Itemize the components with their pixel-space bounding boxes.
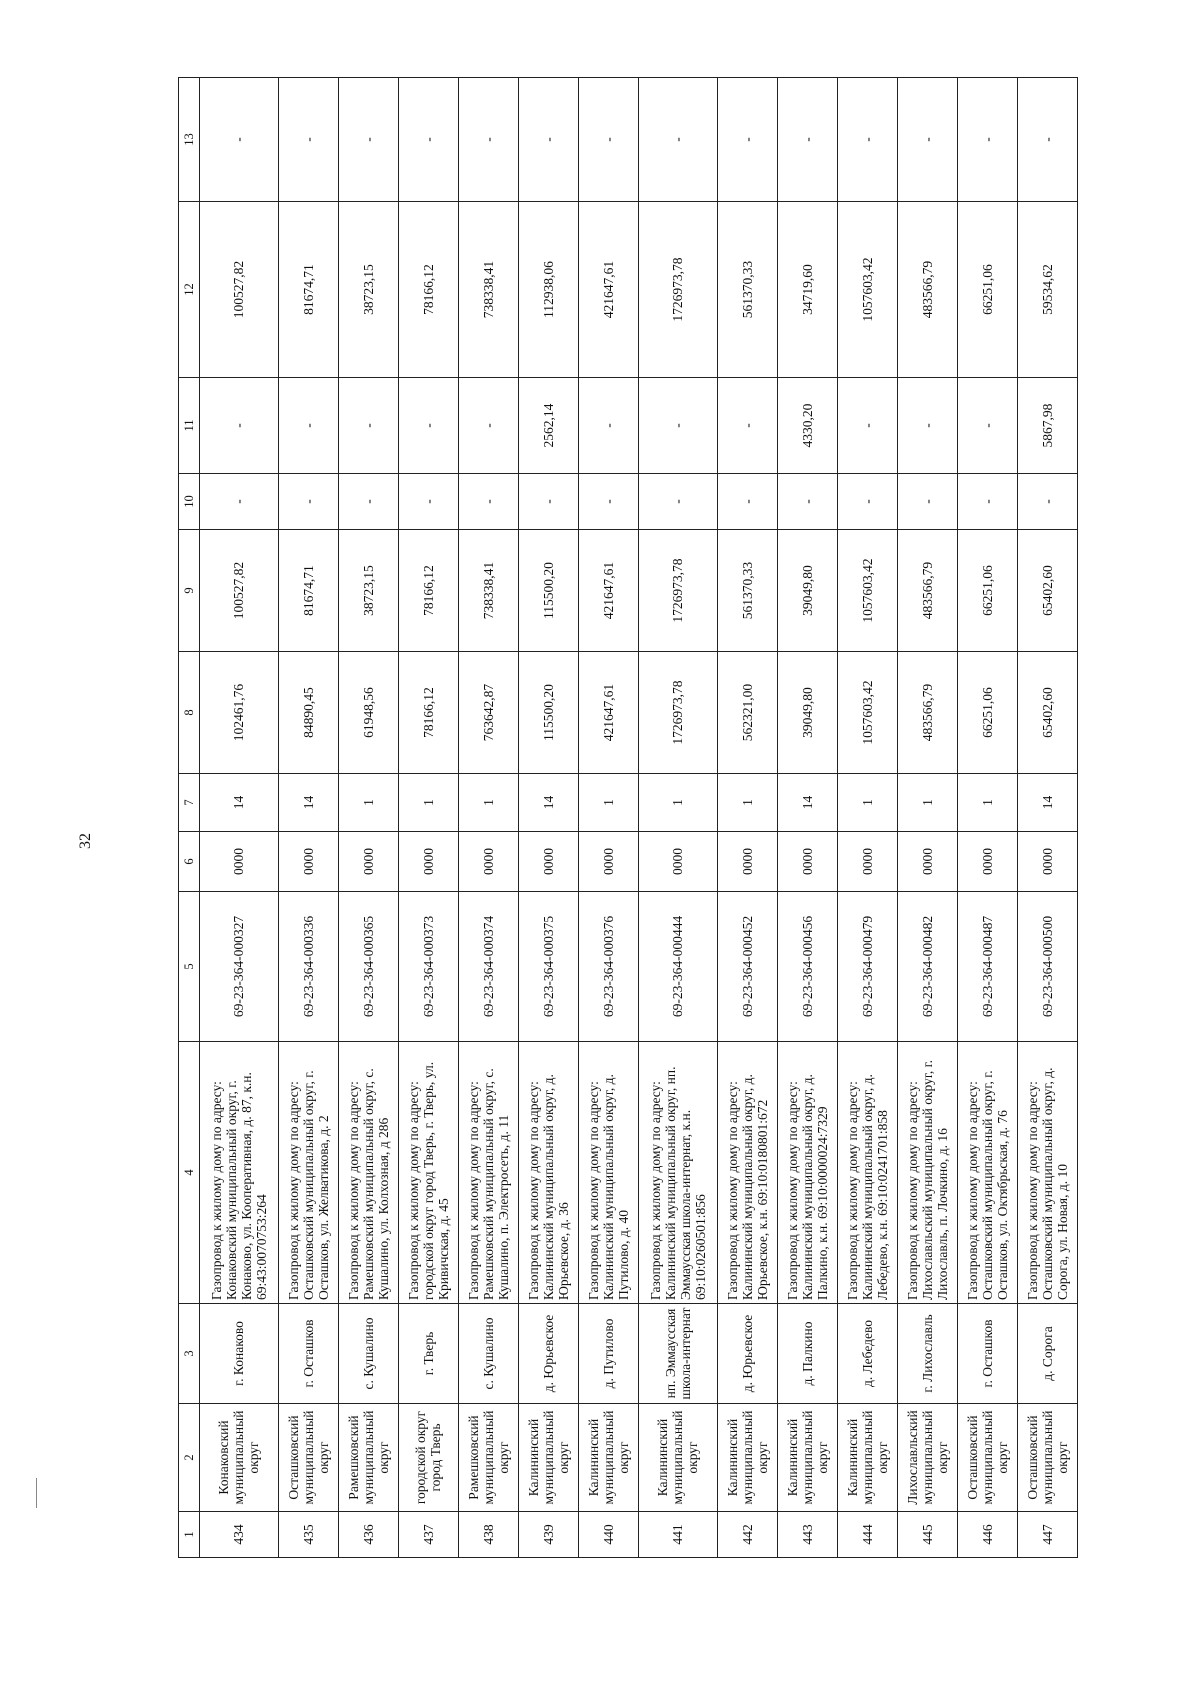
- locality-cell: г. Тверь: [398, 1304, 458, 1404]
- locality-cell: д. Палкино: [777, 1304, 837, 1404]
- table-row: [518, 78, 578, 1558]
- col13-cell: -: [638, 78, 717, 202]
- col11-cell: -: [578, 378, 638, 474]
- group-cell: 14: [518, 774, 578, 832]
- locality-cell: г. Осташков: [957, 1304, 1017, 1404]
- registry-number-cell: 69-23-364-000336: [278, 892, 338, 1042]
- amount-cell: 81674,71: [278, 202, 338, 378]
- group-cell: 14: [278, 774, 338, 832]
- district-cell: Калининский муниципальный округ: [518, 1404, 578, 1512]
- cost-cell: 78166,12: [398, 652, 458, 774]
- col11-cell: -: [638, 378, 717, 474]
- group-cell: 14: [1017, 774, 1077, 832]
- object-name-cell: Газопровод к жилому дому по адресу: Лихославльский муниципальный округ, г. Лихославль, п. Лочкино, д. 16: [897, 1042, 957, 1304]
- column-header-11: 11: [179, 378, 200, 474]
- code-cell: 0000: [518, 832, 578, 892]
- cost-cell: 61948,56: [338, 652, 398, 774]
- col13-cell: -: [837, 78, 897, 202]
- district-cell: Конаковский муниципальный округ: [200, 1404, 279, 1512]
- row-number-cell: 445: [897, 1512, 957, 1558]
- value-cell: 1057603,42: [837, 530, 897, 652]
- table-row: [458, 78, 518, 1558]
- column-header-2: 2: [179, 1404, 200, 1512]
- col13-cell: -: [578, 78, 638, 202]
- column-header-3: 3: [179, 1304, 200, 1404]
- col11-cell: -: [278, 378, 338, 474]
- amount-cell: 66251,06: [957, 202, 1017, 378]
- col11-cell: -: [897, 378, 957, 474]
- column-header-12: 12: [179, 202, 200, 378]
- table-row: [398, 78, 458, 1558]
- code-cell: 0000: [1017, 832, 1077, 892]
- district-cell: Калининский муниципальный округ: [578, 1404, 638, 1512]
- amount-cell: 421647,61: [578, 202, 638, 378]
- margin-mark: [36, 1478, 37, 1508]
- col11-cell: -: [338, 378, 398, 474]
- code-cell: 0000: [638, 832, 717, 892]
- column-header-5: 5: [179, 892, 200, 1042]
- table-row: [957, 78, 1017, 1558]
- group-cell: 14: [200, 774, 279, 832]
- district-cell: Осташковский муниципальный округ: [1017, 1404, 1077, 1512]
- object-name-cell: Газопровод к жилому дому по адресу: Рамешковский муниципальный округ, с. Кушалино, п. Электросеть, д. 11: [458, 1042, 518, 1304]
- col10-cell: -: [717, 474, 777, 530]
- object-name-cell: Газопровод к жилому дому по адресу: Конаковский муниципальный округ, г. Конаково, ул. Кооперативная, д. 87, к.н. 69:43:0070753:264: [200, 1042, 279, 1304]
- col13-cell: -: [200, 78, 279, 202]
- amount-cell: 38723,15: [338, 202, 398, 378]
- cost-cell: 66251,06: [957, 652, 1017, 774]
- amount-cell: 483566,79: [897, 202, 957, 378]
- object-name-cell: Газопровод к жилому дому по адресу: Рамешковский муниципальный округ, с. Кушалино, ул. Колхозная, д 286: [338, 1042, 398, 1304]
- code-cell: 0000: [338, 832, 398, 892]
- cost-cell: 102461,76: [200, 652, 279, 774]
- row-number-cell: 434: [200, 1512, 279, 1558]
- table-row: [338, 78, 398, 1558]
- col11-cell: -: [458, 378, 518, 474]
- district-cell: Калининский муниципальный округ: [777, 1404, 837, 1512]
- group-cell: 1: [638, 774, 717, 832]
- col10-cell: -: [638, 474, 717, 530]
- col10-cell: -: [338, 474, 398, 530]
- col13-cell: -: [777, 78, 837, 202]
- object-name-cell: Газопровод к жилому дому по адресу: Калининский муниципальный округ, нп. Эммаусская школа-интернат, к.н. 69:10:0260501:856: [638, 1042, 717, 1304]
- registry-number-cell: 69-23-364-000482: [897, 892, 957, 1042]
- row-number-cell: 436: [338, 1512, 398, 1558]
- registry-number-cell: 69-23-364-000452: [717, 892, 777, 1042]
- column-header-7: 7: [179, 774, 200, 832]
- col11-cell: -: [717, 378, 777, 474]
- group-cell: 14: [777, 774, 837, 832]
- column-header-8: 8: [179, 652, 200, 774]
- col10-cell: -: [398, 474, 458, 530]
- col13-cell: -: [957, 78, 1017, 202]
- amount-cell: 738338,41: [458, 202, 518, 378]
- object-name-cell: Газопровод к жилому дому по адресу: городской округ город Тверь, г. Тверь, ул. Кривичская, д. 45: [398, 1042, 458, 1304]
- code-cell: 0000: [897, 832, 957, 892]
- col11-cell: -: [398, 378, 458, 474]
- locality-cell: г. Лихославль: [897, 1304, 957, 1404]
- col13-cell: -: [338, 78, 398, 202]
- table-row: [777, 78, 837, 1558]
- cost-cell: 84890,45: [278, 652, 338, 774]
- registry-number-cell: 69-23-364-000373: [398, 892, 458, 1042]
- col10-cell: -: [777, 474, 837, 530]
- registry-number-cell: 69-23-364-000375: [518, 892, 578, 1042]
- code-cell: 0000: [777, 832, 837, 892]
- locality-cell: д. Лебедево: [837, 1304, 897, 1404]
- cost-cell: 39049,80: [777, 652, 837, 774]
- group-cell: 1: [957, 774, 1017, 832]
- value-cell: 65402,60: [1017, 530, 1077, 652]
- locality-cell: нп. Эммаусская школа-интернат: [638, 1304, 717, 1404]
- cost-cell: 115500,20: [518, 652, 578, 774]
- value-cell: 738338,41: [458, 530, 518, 652]
- locality-cell: д. Юрьевское: [518, 1304, 578, 1404]
- column-header-13: 13: [179, 78, 200, 202]
- row-number-cell: 439: [518, 1512, 578, 1558]
- object-name-cell: Газопровод к жилому дому по адресу: Калининский муниципальный округ, д. Лебедево, к.н. 69:10:0241701:858: [837, 1042, 897, 1304]
- registry-number-cell: 69-23-364-000479: [837, 892, 897, 1042]
- district-cell: городской округ город Тверь: [398, 1404, 458, 1512]
- col10-cell: -: [1017, 474, 1077, 530]
- col10-cell: -: [518, 474, 578, 530]
- col11-cell: -: [837, 378, 897, 474]
- value-cell: 66251,06: [957, 530, 1017, 652]
- col13-cell: -: [1017, 78, 1077, 202]
- col10-cell: -: [200, 474, 279, 530]
- code-cell: 0000: [200, 832, 279, 892]
- amount-cell: 78166,12: [398, 202, 458, 378]
- col10-cell: -: [957, 474, 1017, 530]
- group-cell: 1: [398, 774, 458, 832]
- value-cell: 115500,20: [518, 530, 578, 652]
- value-cell: 561370,33: [717, 530, 777, 652]
- code-cell: 0000: [398, 832, 458, 892]
- amount-cell: 1057603,42: [837, 202, 897, 378]
- object-name-cell: Газопровод к жилому дому по адресу: Калининский муниципальный округ, д. Юрьевское, д. 36: [518, 1042, 578, 1304]
- district-cell: Рамешковский муниципальный округ: [458, 1404, 518, 1512]
- table-row: [200, 78, 279, 1558]
- col13-cell: -: [398, 78, 458, 202]
- value-cell: 100527,82: [200, 530, 279, 652]
- table-row: [578, 78, 638, 1558]
- group-cell: 1: [338, 774, 398, 832]
- amount-cell: 100527,82: [200, 202, 279, 378]
- table-row: [717, 78, 777, 1558]
- page-number: 32: [77, 833, 94, 849]
- registry-number-cell: 69-23-364-000487: [957, 892, 1017, 1042]
- district-cell: Осташковский муниципальный округ: [957, 1404, 1017, 1512]
- object-name-cell: Газопровод к жилому дому по адресу: Калининский муниципальный округ, д. Палкино, к.н. 69:10:0000024:7329: [777, 1042, 837, 1304]
- column-header-6: 6: [179, 832, 200, 892]
- col13-cell: -: [717, 78, 777, 202]
- col13-cell: -: [278, 78, 338, 202]
- col13-cell: -: [897, 78, 957, 202]
- value-cell: 1726973,78: [638, 530, 717, 652]
- row-number-cell: 442: [717, 1512, 777, 1558]
- amount-cell: 561370,33: [717, 202, 777, 378]
- code-cell: 0000: [278, 832, 338, 892]
- object-name-cell: Газопровод к жилому дому по адресу: Калининский муниципальный округ, д. Юрьевское, к.н. 69:10:0180801:672: [717, 1042, 777, 1304]
- table-row: [1017, 78, 1077, 1558]
- registry-table: [178, 77, 1078, 1558]
- row-number-cell: 438: [458, 1512, 518, 1558]
- table-row: [278, 78, 338, 1558]
- table-row: [897, 78, 957, 1558]
- code-cell: 0000: [717, 832, 777, 892]
- locality-cell: г. Конаково: [200, 1304, 279, 1404]
- col13-cell: -: [518, 78, 578, 202]
- cost-cell: 421647,61: [578, 652, 638, 774]
- rotated-table-container: [178, 78, 1078, 1558]
- object-name-cell: Газопровод к жилому дому по адресу: Осташковский муниципальный округ, г. Осташков, ул. Октябрьская, д. 76: [957, 1042, 1017, 1304]
- amount-cell: 59534,62: [1017, 202, 1077, 378]
- object-name-cell: Газопровод к жилому дому по адресу: Калининский муниципальный округ, д. Путилово, д. 40: [578, 1042, 638, 1304]
- registry-number-cell: 69-23-364-000376: [578, 892, 638, 1042]
- col13-cell: -: [458, 78, 518, 202]
- col11-cell: 5867,98: [1017, 378, 1077, 474]
- locality-cell: д. Сорога: [1017, 1304, 1077, 1404]
- col11-cell: -: [200, 378, 279, 474]
- locality-cell: г. Осташков: [278, 1304, 338, 1404]
- col10-cell: -: [897, 474, 957, 530]
- district-cell: Осташковский муниципальный округ: [278, 1404, 338, 1512]
- group-cell: 1: [458, 774, 518, 832]
- row-number-cell: 443: [777, 1512, 837, 1558]
- locality-cell: д. Путилово: [578, 1304, 638, 1404]
- row-number-cell: 437: [398, 1512, 458, 1558]
- district-cell: Калининский муниципальный округ: [837, 1404, 897, 1512]
- col11-cell: -: [957, 378, 1017, 474]
- value-cell: 38723,15: [338, 530, 398, 652]
- registry-number-cell: 69-23-364-000500: [1017, 892, 1077, 1042]
- cost-cell: 65402,60: [1017, 652, 1077, 774]
- group-cell: 1: [578, 774, 638, 832]
- col11-cell: 4330,20: [777, 378, 837, 474]
- code-cell: 0000: [578, 832, 638, 892]
- table-row: [837, 78, 897, 1558]
- cost-cell: 1726973,78: [638, 652, 717, 774]
- district-cell: Калининский муниципальный округ: [638, 1404, 717, 1512]
- object-name-cell: Газопровод к жилому дому по адресу: Осташковский муниципальный округ, г. Осташков, ул. Желватикова, д. 2: [278, 1042, 338, 1304]
- col10-cell: -: [578, 474, 638, 530]
- code-cell: 0000: [957, 832, 1017, 892]
- row-number-cell: 444: [837, 1512, 897, 1558]
- column-header-10: 10: [179, 474, 200, 530]
- group-cell: 1: [897, 774, 957, 832]
- district-cell: Калининский муниципальный округ: [717, 1404, 777, 1512]
- value-cell: 78166,12: [398, 530, 458, 652]
- table-body: [200, 78, 1078, 1558]
- registry-number-cell: 69-23-364-000456: [777, 892, 837, 1042]
- row-number-cell: 440: [578, 1512, 638, 1558]
- registry-number-cell: 69-23-364-000374: [458, 892, 518, 1042]
- cost-cell: 1057603,42: [837, 652, 897, 774]
- locality-cell: с. Кушалино: [338, 1304, 398, 1404]
- code-cell: 0000: [837, 832, 897, 892]
- amount-cell: 1726973,78: [638, 202, 717, 378]
- cost-cell: 763642,87: [458, 652, 518, 774]
- row-number-cell: 447: [1017, 1512, 1077, 1558]
- col10-cell: -: [837, 474, 897, 530]
- district-cell: Рамешковский муниципальный округ: [338, 1404, 398, 1512]
- table-row: [638, 78, 717, 1558]
- district-cell: Лихославльский муниципальный округ: [897, 1404, 957, 1512]
- registry-number-cell: 69-23-364-000444: [638, 892, 717, 1042]
- object-name-cell: Газопровод к жилому дому по адресу: Осташковский муниципальный округ, д. Сорога, ул. Новая, д. 10: [1017, 1042, 1077, 1304]
- column-header-4: 4: [179, 1042, 200, 1304]
- locality-cell: д. Юрьевское: [717, 1304, 777, 1404]
- cost-cell: 562321,00: [717, 652, 777, 774]
- amount-cell: 34719,60: [777, 202, 837, 378]
- locality-cell: с. Кушалино: [458, 1304, 518, 1404]
- table-header-row: [179, 78, 200, 1558]
- value-cell: 81674,71: [278, 530, 338, 652]
- code-cell: 0000: [458, 832, 518, 892]
- value-cell: 483566,79: [897, 530, 957, 652]
- value-cell: 421647,61: [578, 530, 638, 652]
- amount-cell: 112938,06: [518, 202, 578, 378]
- col11-cell: 2562,14: [518, 378, 578, 474]
- row-number-cell: 435: [278, 1512, 338, 1558]
- column-header-9: 9: [179, 530, 200, 652]
- cost-cell: 483566,79: [897, 652, 957, 774]
- col10-cell: -: [458, 474, 518, 530]
- registry-number-cell: 69-23-364-000365: [338, 892, 398, 1042]
- registry-number-cell: 69-23-364-000327: [200, 892, 279, 1042]
- column-header-1: 1: [179, 1512, 200, 1558]
- col10-cell: -: [278, 474, 338, 530]
- row-number-cell: 441: [638, 1512, 717, 1558]
- group-cell: 1: [717, 774, 777, 832]
- row-number-cell: 446: [957, 1512, 1017, 1558]
- value-cell: 39049,80: [777, 530, 837, 652]
- group-cell: 1: [837, 774, 897, 832]
